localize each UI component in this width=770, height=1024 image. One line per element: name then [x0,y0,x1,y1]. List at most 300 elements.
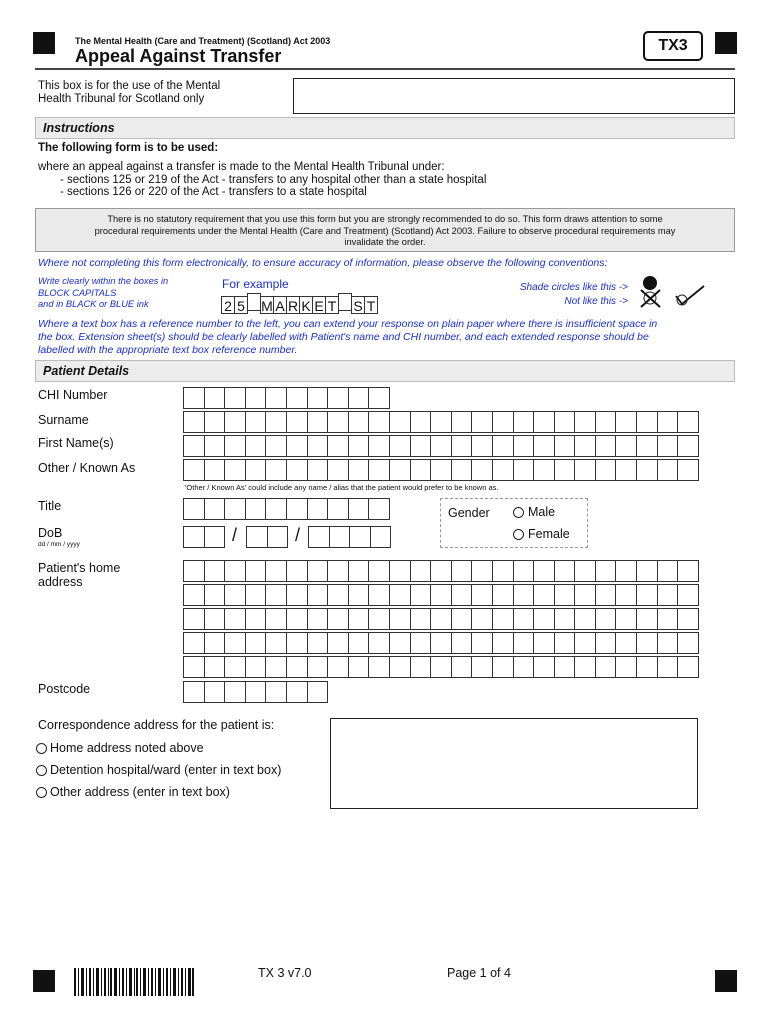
instructions-heading: Instructions [43,121,115,135]
char-cell[interactable] [678,609,699,629]
char-cell[interactable] [308,561,329,581]
char-cell[interactable] [225,412,246,432]
other-names-input[interactable] [183,459,699,481]
char-cell[interactable] [616,460,637,480]
char-cell[interactable] [184,460,205,480]
char-cell[interactable] [308,460,329,480]
char-cell[interactable] [266,460,287,480]
char-cell[interactable] [350,527,371,547]
char-cell[interactable] [328,657,349,677]
char-cell[interactable] [369,412,390,432]
char-cell[interactable] [555,609,576,629]
char-cell[interactable] [534,657,555,677]
char-cell[interactable] [349,412,370,432]
char-cell[interactable] [266,609,287,629]
char-cell[interactable] [555,585,576,605]
char-cell[interactable] [266,657,287,677]
char-cell[interactable] [637,609,658,629]
char-cell[interactable] [205,561,226,581]
char-cell[interactable] [287,499,308,519]
char-cell[interactable] [411,412,432,432]
char-cell[interactable] [369,388,390,408]
char-cell[interactable] [184,436,205,456]
char-cell[interactable] [308,657,329,677]
char-cell[interactable] [287,657,308,677]
char-cell[interactable] [534,609,555,629]
char-cell[interactable] [575,412,596,432]
address-line-4-input[interactable] [183,632,699,654]
char-cell[interactable] [369,633,390,653]
char-cell[interactable] [658,657,679,677]
char-cell[interactable] [616,436,637,456]
char-cell[interactable] [205,499,226,519]
char-cell[interactable] [287,609,308,629]
char-cell[interactable] [411,609,432,629]
char-cell[interactable] [390,609,411,629]
char-cell[interactable] [678,585,699,605]
char-cell[interactable] [308,388,329,408]
example-char: A [273,296,287,314]
char-cell[interactable] [514,561,535,581]
char-cell[interactable] [205,527,226,547]
char-cell[interactable] [452,460,473,480]
char-cell[interactable] [328,499,349,519]
char-cell[interactable] [349,657,370,677]
char-cell[interactable] [431,561,452,581]
char-cell[interactable] [308,436,329,456]
char-cell[interactable] [472,460,493,480]
char-cell[interactable] [637,561,658,581]
char-cell[interactable] [225,499,246,519]
char-cell[interactable] [452,585,473,605]
char-cell[interactable] [472,436,493,456]
char-cell[interactable] [266,412,287,432]
char-cell[interactable] [246,657,267,677]
char-cell[interactable] [205,412,226,432]
char-cell[interactable] [328,388,349,408]
char-cell[interactable] [493,561,514,581]
char-cell[interactable] [184,412,205,432]
char-cell[interactable] [472,585,493,605]
example-char: S [351,296,365,314]
char-cell[interactable] [328,633,349,653]
char-cell[interactable] [555,460,576,480]
char-cell[interactable] [596,657,617,677]
surname-label: Surname [38,413,89,427]
char-cell[interactable] [472,657,493,677]
char-cell[interactable] [184,633,205,653]
char-cell[interactable] [349,585,370,605]
instructions-subheading: The following form is to be used: [38,142,219,154]
char-cell[interactable] [411,633,432,653]
first-names-input[interactable] [183,435,699,457]
char-cell[interactable] [678,436,699,456]
char-cell[interactable] [514,657,535,677]
electronic-note: Where not completing this form electronically, to ensure accuracy of information, please observe the following conventions: [38,257,608,269]
char-cell[interactable] [390,585,411,605]
char-cell[interactable] [308,585,329,605]
char-cell[interactable] [246,609,267,629]
char-cell[interactable] [225,585,246,605]
char-cell[interactable] [411,561,432,581]
gender-male-radio[interactable] [513,507,524,518]
char-cell[interactable] [287,412,308,432]
char-cell[interactable] [493,436,514,456]
char-cell[interactable] [514,412,535,432]
char-cell[interactable] [225,436,246,456]
registration-mark-top-left [33,32,55,54]
char-cell[interactable] [328,609,349,629]
char-cell[interactable] [658,412,679,432]
dob-label: DoB [38,526,63,540]
instructions-intro: where an appeal against a transfer is made to the Mental Health Tribunal under: [38,161,445,173]
char-cell[interactable] [287,633,308,653]
char-cell[interactable] [349,499,370,519]
char-cell[interactable] [287,561,308,581]
address-line-1-input[interactable] [183,560,699,582]
char-cell[interactable] [575,657,596,677]
char-cell[interactable] [309,527,330,547]
gender-female-label: Female [528,527,570,541]
char-cell[interactable] [534,460,555,480]
char-cell[interactable] [184,527,205,547]
char-cell[interactable] [431,585,452,605]
char-cell[interactable] [534,585,555,605]
char-cell[interactable] [452,609,473,629]
page-number: Page 1 of 4 [447,966,511,980]
char-cell[interactable] [431,609,452,629]
char-cell[interactable] [596,609,617,629]
address-line-5-input[interactable] [183,656,699,678]
char-cell[interactable] [369,609,390,629]
char-cell[interactable] [184,657,205,677]
char-cell[interactable] [369,585,390,605]
char-cell[interactable] [184,499,205,519]
char-cell[interactable] [184,609,205,629]
char-cell[interactable] [514,633,535,653]
char-cell[interactable] [616,585,637,605]
char-cell[interactable] [637,412,658,432]
char-cell[interactable] [205,657,226,677]
char-cell[interactable] [575,633,596,653]
char-cell[interactable] [390,633,411,653]
char-cell[interactable] [308,609,329,629]
char-cell[interactable] [328,436,349,456]
char-cell[interactable] [596,561,617,581]
char-cell[interactable] [266,436,287,456]
instructions-bar [35,117,735,139]
tribunal-use-box[interactable] [293,78,735,114]
char-cell[interactable] [575,585,596,605]
postcode-input[interactable] [183,681,328,703]
char-cell[interactable] [266,561,287,581]
char-cell[interactable] [472,633,493,653]
char-cell[interactable] [616,609,637,629]
char-cell[interactable] [266,499,287,519]
char-cell[interactable] [616,412,637,432]
char-cell[interactable] [287,585,308,605]
char-cell[interactable] [658,633,679,653]
char-cell[interactable] [246,682,267,702]
char-cell[interactable] [637,633,658,653]
address-label: Patient's home address [38,561,121,589]
for-example-label: For example [222,277,289,291]
char-cell[interactable] [452,561,473,581]
char-cell[interactable] [658,436,679,456]
char-cell[interactable] [534,412,555,432]
char-cell[interactable] [369,657,390,677]
barcode-icon [74,968,194,996]
char-cell[interactable] [184,388,205,408]
char-cell[interactable] [330,527,351,547]
char-cell[interactable] [246,388,267,408]
char-cell[interactable] [369,499,390,519]
char-cell[interactable] [308,412,329,432]
char-cell[interactable] [247,527,268,547]
dob-year-input[interactable] [308,526,391,548]
char-cell[interactable] [246,585,267,605]
char-cell[interactable] [431,436,452,456]
char-cell[interactable] [266,633,287,653]
chi-input[interactable] [183,387,390,409]
char-cell[interactable] [431,657,452,677]
char-cell[interactable] [349,633,370,653]
char-cell[interactable] [431,412,452,432]
address-line-2-input[interactable] [183,584,699,606]
gender-male-label: Male [528,505,556,519]
char-cell[interactable] [328,561,349,581]
char-cell[interactable] [308,499,329,519]
char-cell[interactable] [411,436,432,456]
char-cell[interactable] [268,527,289,547]
shade-examples-icon [634,274,706,310]
char-cell[interactable] [678,561,699,581]
char-cell[interactable] [184,585,205,605]
first-names-label: First Name(s) [38,436,114,450]
char-cell[interactable] [349,436,370,456]
char-cell[interactable] [596,585,617,605]
example-char: T [325,296,339,314]
char-cell[interactable] [493,657,514,677]
char-cell[interactable] [390,561,411,581]
char-cell[interactable] [225,609,246,629]
char-cell[interactable] [411,460,432,480]
char-cell[interactable] [287,460,308,480]
char-cell[interactable] [637,657,658,677]
char-cell[interactable] [225,682,246,702]
char-cell[interactable] [205,609,226,629]
dob-month-input[interactable] [246,526,288,548]
title-label: Title [38,499,62,513]
example-char: T [364,296,378,314]
char-cell[interactable] [287,682,308,702]
char-cell[interactable] [493,585,514,605]
page-title: Appeal Against Transfer [75,46,282,66]
char-cell[interactable] [225,388,246,408]
detention-hospital-radio[interactable] [36,765,47,776]
registration-mark-top-right [715,32,737,54]
home-address-radio[interactable] [36,743,47,754]
char-cell[interactable] [575,460,596,480]
registration-mark-bottom-right [715,970,737,992]
char-cell[interactable] [287,436,308,456]
char-cell[interactable] [452,657,473,677]
home-address-label: Home address noted above [50,741,204,755]
char-cell[interactable] [184,561,205,581]
char-cell[interactable] [514,436,535,456]
char-cell[interactable] [246,499,267,519]
char-cell[interactable] [678,412,699,432]
char-cell[interactable] [472,609,493,629]
char-cell[interactable] [534,436,555,456]
char-cell[interactable] [514,585,535,605]
char-cell[interactable] [534,633,555,653]
patient-details-heading: Patient Details [43,364,130,378]
char-cell[interactable] [349,460,370,480]
char-cell[interactable] [205,585,226,605]
chi-label: CHI Number [38,388,108,402]
char-cell[interactable] [555,412,576,432]
char-cell[interactable] [555,633,576,653]
char-cell[interactable] [493,633,514,653]
char-cell[interactable] [390,657,411,677]
char-cell[interactable] [493,412,514,432]
char-cell[interactable] [616,633,637,653]
char-cell[interactable] [328,412,349,432]
char-cell[interactable] [369,460,390,480]
char-cell[interactable] [658,561,679,581]
char-cell[interactable] [308,633,329,653]
char-cell[interactable] [184,682,205,702]
char-cell[interactable] [596,412,617,432]
char-cell[interactable] [555,436,576,456]
char-cell[interactable] [266,585,287,605]
char-cell[interactable] [596,436,617,456]
patient-details-bar [35,360,735,382]
example-char: 5 [234,296,248,314]
char-cell[interactable] [555,561,576,581]
char-cell[interactable] [349,609,370,629]
postcode-label: Postcode [38,682,91,696]
char-cell[interactable] [514,460,535,480]
char-cell[interactable] [287,388,308,408]
char-cell[interactable] [431,633,452,653]
char-cell[interactable] [369,436,390,456]
char-cell[interactable] [390,460,411,480]
char-cell[interactable] [452,436,473,456]
char-cell[interactable] [596,460,617,480]
char-cell[interactable] [205,436,226,456]
other-address-label: Other address (enter in text box) [50,785,230,799]
char-cell[interactable] [678,460,699,480]
detention-hospital-label: Detention hospital/ward (enter in text box) [50,763,282,777]
char-cell[interactable] [493,460,514,480]
char-cell[interactable] [225,561,246,581]
char-cell[interactable] [205,633,226,653]
char-cell[interactable] [514,609,535,629]
char-cell[interactable] [452,412,473,432]
other-address-radio[interactable] [36,787,47,798]
char-cell[interactable] [266,388,287,408]
gender-female-radio[interactable] [513,529,524,540]
char-cell[interactable] [369,561,390,581]
other-names-note: 'Other / Known As' could include any name / alias that the patient would prefer to be known as. [185,483,499,492]
char-cell[interactable] [555,657,576,677]
char-cell[interactable] [411,585,432,605]
dob-day-input[interactable] [183,526,225,548]
instructions-bullet-2: - sections 126 or 220 of the Act - transfers to a state hospital [60,186,367,198]
char-cell[interactable] [205,388,226,408]
char-cell[interactable] [658,460,679,480]
example-char: 2 [221,296,235,314]
shade-note: Shade circles like this -> [519,282,628,293]
correspondence-address-box[interactable] [330,718,698,809]
char-cell[interactable] [246,436,267,456]
example-char: M [261,298,273,314]
char-cell[interactable] [534,561,555,581]
char-cell[interactable] [658,609,679,629]
char-cell[interactable] [411,657,432,677]
example-boxes [222,293,378,314]
char-cell[interactable] [225,657,246,677]
char-cell[interactable] [225,460,246,480]
example-char: E [312,296,326,314]
correspondence-label: Correspondence address for the patient is: [38,718,275,732]
char-cell[interactable] [658,585,679,605]
char-cell[interactable] [678,657,699,677]
char-cell[interactable] [493,609,514,629]
char-cell[interactable] [575,436,596,456]
char-cell[interactable] [246,412,267,432]
char-cell[interactable] [349,388,370,408]
char-cell[interactable] [637,436,658,456]
char-cell[interactable] [225,633,246,653]
dob-slash-2: / [295,525,301,545]
char-cell[interactable] [575,609,596,629]
not-like-note: Not like this -> [564,296,628,307]
char-cell[interactable] [596,633,617,653]
char-cell[interactable] [246,561,267,581]
char-cell[interactable] [472,412,493,432]
char-cell[interactable] [308,682,329,702]
char-cell[interactable] [390,412,411,432]
address-line-3-input[interactable] [183,608,699,630]
char-cell[interactable] [246,460,267,480]
char-cell[interactable] [575,561,596,581]
char-cell[interactable] [472,561,493,581]
char-cell[interactable] [266,682,287,702]
title-input[interactable] [183,498,390,520]
char-cell[interactable] [328,460,349,480]
char-cell[interactable] [616,561,637,581]
char-cell[interactable] [328,585,349,605]
char-cell[interactable] [205,682,226,702]
char-cell[interactable] [452,633,473,653]
surname-input[interactable] [183,411,699,433]
char-cell[interactable] [637,585,658,605]
char-cell[interactable] [246,633,267,653]
char-cell[interactable] [678,633,699,653]
char-cell[interactable] [637,460,658,480]
write-clearly-note: Write clearly within the boxes in BLOCK CAPITALS and in BLACK or BLUE ink [38,276,169,309]
char-cell[interactable] [616,657,637,677]
char-cell[interactable] [205,460,226,480]
registration-mark-bottom-left [33,970,55,992]
char-cell[interactable] [431,460,452,480]
char-cell[interactable] [371,527,392,547]
char-cell[interactable] [390,436,411,456]
char-cell[interactable] [349,561,370,581]
